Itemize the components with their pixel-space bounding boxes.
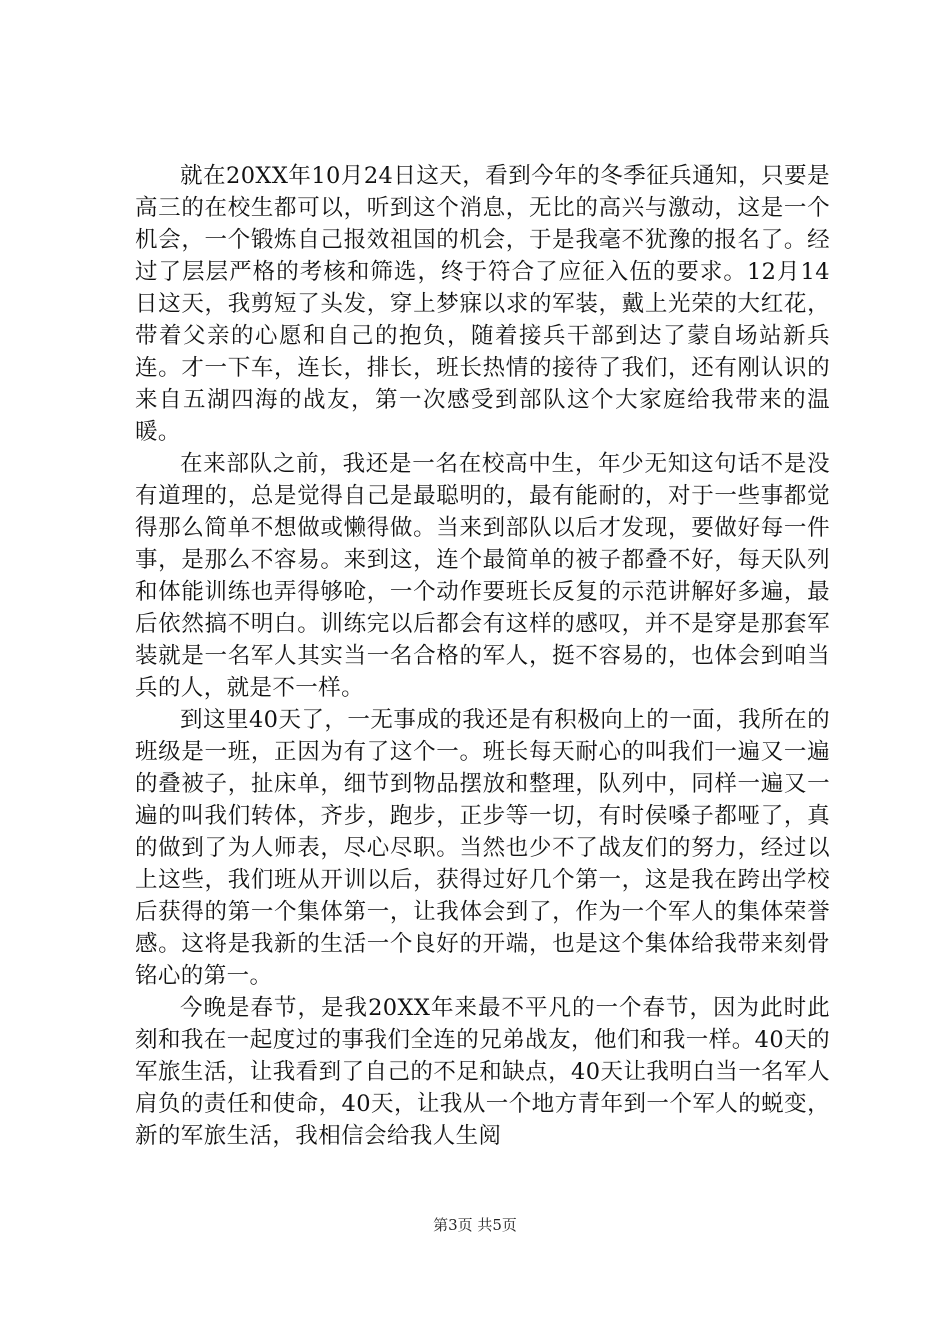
page-footer [0, 1215, 950, 1235]
paragraph-4: 今晚是春节，是我20XX年来最不平凡的一个春节，因为此时此刻和我在一起度过的事我们全连的兄弟战友，他们和我一样。40天的军旅生活，让我看到了自己的不足和缺点，40天让我明白当一名军人肩负的责任和使命，40天，让我从一个地方青年到一个军人的蜕变，新的军旅生活，我相信会给我人生阅 [135, 995, 830, 1149]
paragraph-3: 到这里40天了，一无事成的我还是有积极向上的一面，我所在的班级是一班，正因为有了这个一。班长每天耐心的叫我们一遍又一遍的叠被子，扯床单，细节到物品摆放和整理，队列中，同样一遍又一遍的叫我们转体，齐步，跑步，正步等一切，有时侯嗓子都哑了，真的做到了为人师表，尽心尽职。当然也少不了战友们的努力，经过以上这些，我们班从开训以后，获得过好几个第一，这是我在跨出学校后获得的第一个集体第一，让我体会到了，作为一个军人的集体荣誉感。这将是我新的生活一个良好的开端，也是这个集体给我带来刻骨铭心的第一。 [135, 707, 830, 989]
paragraph-1: 就在20XX年10月24日这天，看到今年的冬季征兵通知，只要是高三的在校生都可以，听到这个消息，无比的高兴与激动，这是一个机会，一个锻炼自己报效祖国的机会，于是我毫不犹豫的报名了。经过了层层严格的考核和筛选，终于符合了应征入伍的要求。12月14日这天，我剪短了头发，穿上梦寐以求的军装，戴上光荣的大红花，带着父亲的心愿和自己的抱负，随着接兵干部到达了蒙自场站新兵连。才一下车，连长，排长，班长热情的接待了我们，还有刚认识的来自五湖四海的战友，第一次感受到部队这个大家庭给我带来的温暖。 [135, 163, 830, 445]
page-number-label: 第3页 共5页 [433, 1216, 517, 1234]
page-body [135, 160, 830, 1152]
paragraph-2: 在来部队之前，我还是一名在校高中生，年少无知这句话不是没有道理的，总是觉得自己是最聪明的，最有能耐的，对于一些事都觉得那么简单不想做或懒得做。当来到部队以后才发现，要做好每一件事，是那么不容易。来到这，连个最简单的被子都叠不好，每天队列和体能训练也弄得够呛，一个动作要班长反复的示范讲解好多遍，最后依然搞不明白。训练完以后都会有这样的感叹，并不是穿是那套军装就是一名军人其实当一名合格的军人，挺不容易的，也体会到咱当兵的人，就是不一样。 [135, 451, 830, 701]
